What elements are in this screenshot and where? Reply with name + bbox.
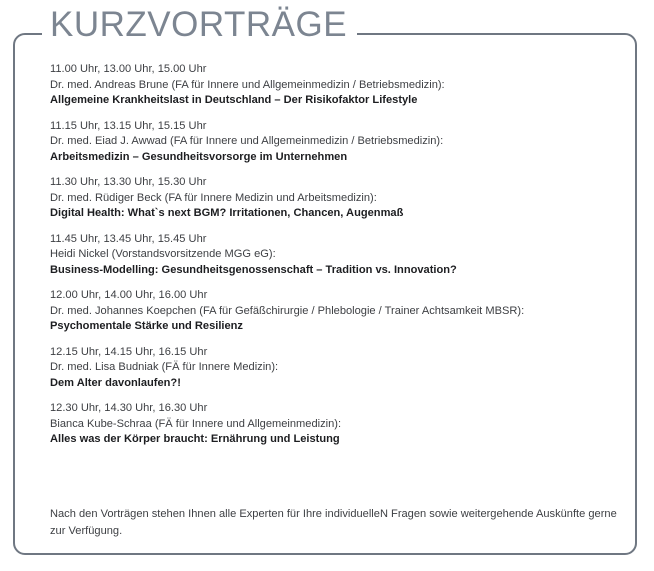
talk-topic: Psychomentale Stärke und Resilienz	[50, 320, 243, 332]
talk-times: 12.15 Uhr, 14.15 Uhr, 16.15 Uhr	[50, 345, 208, 358]
talk-speaker: Dr. med. Eiad J. Awwad (FA für Innere und Allgemeinmedizin / Betriebsmedizin):	[50, 135, 444, 147]
talk-topic: Dem Alter davonlaufen?!	[50, 376, 181, 389]
talk-times: 12.30 Uhr, 14.30 Uhr, 16.30 Uhr	[50, 402, 208, 414]
talk-times: 12.00 Uhr, 14.00 Uhr, 16.00 Uhr	[50, 289, 208, 301]
talk-times: 11.45 Uhr, 13.45 Uhr, 15.45 Uhr	[50, 232, 207, 245]
talk-topic: Alles was der Körper braucht: Ernährung und Leistung	[50, 433, 340, 445]
talk-item	[50, 345, 620, 392]
talk-list	[50, 62, 620, 458]
talk-speaker: Dr. med. Andreas Brune (FA für Innere und Allgemeinmedizin / Betriebsmedizin):	[50, 78, 445, 91]
talk-item	[50, 401, 620, 448]
talk-topic: Arbeitsmedizin – Gesundheitsvorsorge im Unternehmen	[50, 150, 348, 163]
talk-times: 11.30 Uhr, 13.30 Uhr, 15.30 Uhr	[50, 176, 207, 188]
talk-item	[50, 232, 620, 279]
talk-item	[50, 175, 620, 222]
talk-times: 11.00 Uhr, 13.00 Uhr, 15.00 Uhr	[50, 63, 207, 75]
talk-item	[50, 288, 620, 335]
talk-speaker: Bianca Kube-Schraa (FÄ für Innere und Allgemeinmedizin):	[50, 417, 342, 430]
talk-topic: Digital Health: What`s next BGM? Irritationen, Chancen, Augenmaß	[50, 207, 404, 219]
talk-item	[50, 119, 620, 166]
closing-note: Nach den Vorträgen stehen Ihnen alle Experten für Ihre individuelleN Fragen sowie weitergehende Auskünfte gerne zur Verfügung.	[50, 508, 617, 537]
section-heading: KURZVORTRÄGE	[42, 4, 357, 46]
talk-speaker: Dr. med. Lisa Budniak (FÄ für Innere Medizin):	[50, 361, 279, 373]
talk-topic: Allgemeine Krankheitslast in Deutschland – Der Risikofaktor Lifestyle	[50, 94, 418, 106]
talk-topic: Business-Modelling: Gesundheitsgenossenschaft – Tradition vs. Innovation?	[50, 263, 457, 276]
talk-item	[50, 62, 620, 109]
talk-speaker: Dr. med. Rüdiger Beck (FA für Innere Medizin und Arbeitsmedizin):	[50, 191, 377, 204]
talk-speaker: Dr. med. Johannes Koepchen (FA für Gefäßchirurgie / Phlebologie / Trainer Achtsamkeit MBSR):	[50, 304, 525, 317]
talk-times: 11.15 Uhr, 13.15 Uhr, 15.15 Uhr	[50, 119, 207, 132]
talk-speaker: Heidi Nickel (Vorstandsvorsitzende MGG eG):	[50, 248, 276, 260]
